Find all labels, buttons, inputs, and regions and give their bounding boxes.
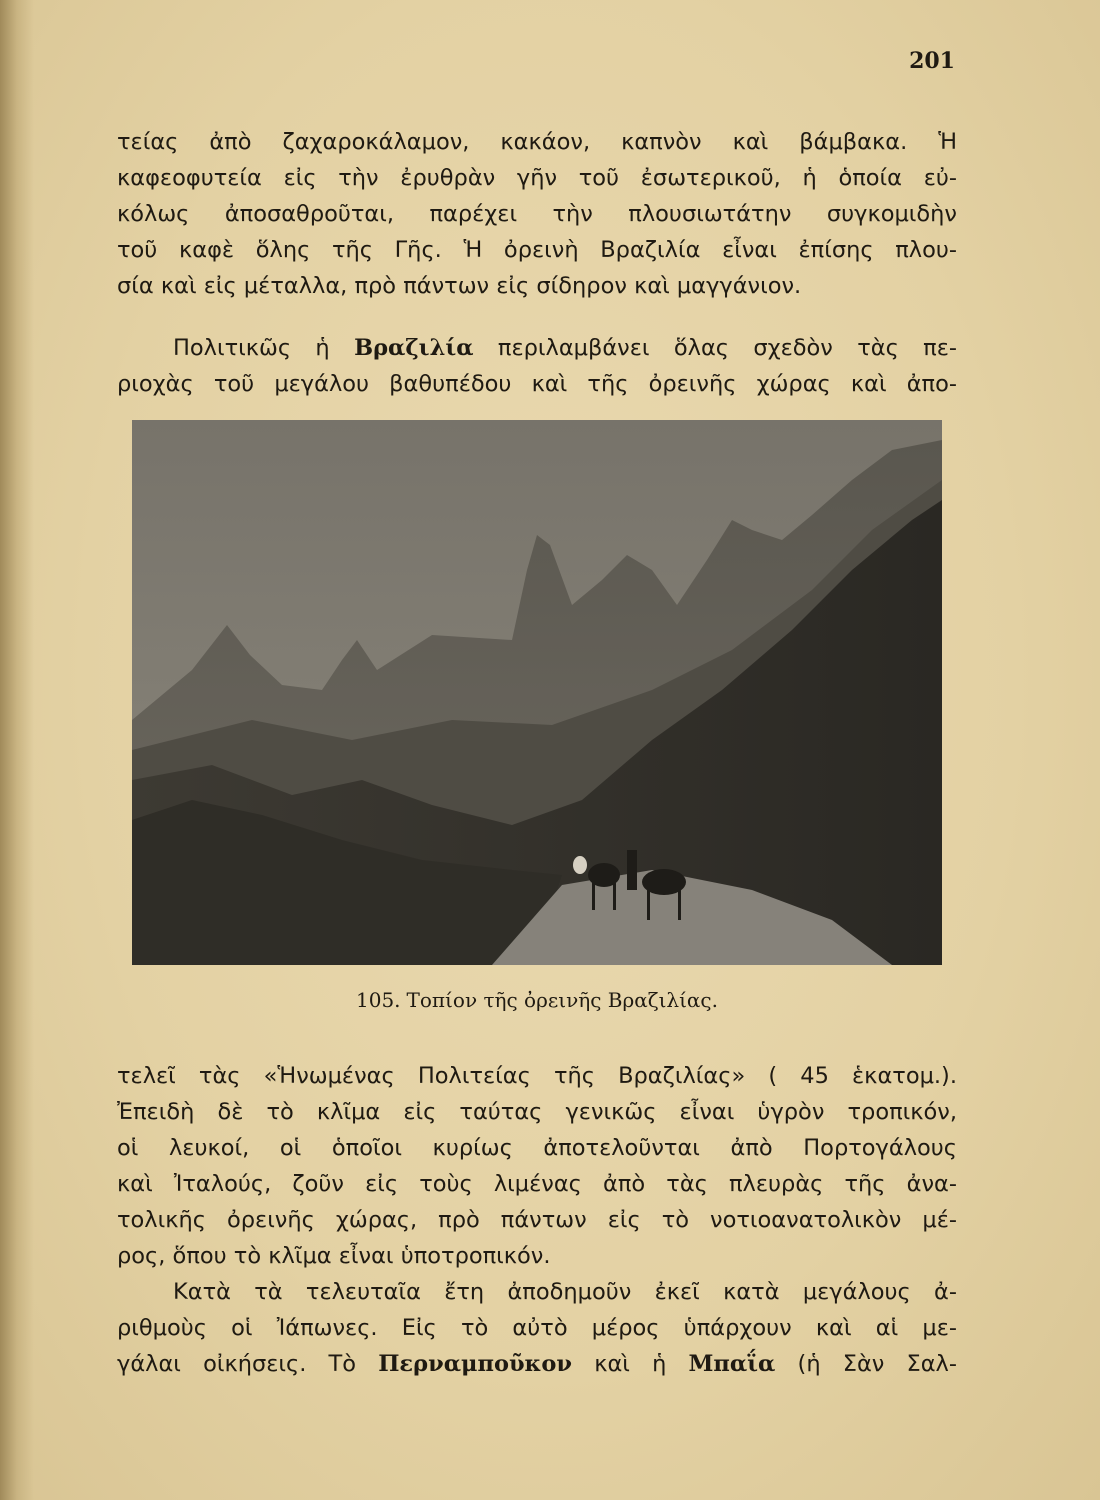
text-line: ριοχὰς τοῦ μεγάλου βαθυπέδου καὶ τῆς ὀρεινῆς χώρας καὶ ἀπο- bbox=[117, 371, 957, 397]
text-run: (ἡ Σὰν Σαλ- bbox=[775, 1351, 957, 1377]
text-run: περιλαμβάνει ὅλας σχεδὸν τὰς πε- bbox=[473, 335, 957, 361]
bold-term-bahia: Μπαΐα bbox=[688, 1351, 776, 1377]
text-run: γάλαι οἰκήσεις. Τὸ bbox=[117, 1351, 379, 1377]
bold-term-pernambuco: Περναμποῦκον bbox=[378, 1351, 573, 1377]
figure-caption bbox=[132, 988, 942, 1012]
text-line: Κατὰ τὰ τελευταῖα ἔτη ἀποδημοῦν ἐκεῖ κατὰ μεγάλους ἀ- bbox=[173, 1279, 957, 1305]
figure-number: 105. bbox=[356, 988, 401, 1012]
paragraph-1 bbox=[117, 124, 957, 304]
paragraph-2 bbox=[117, 330, 957, 402]
text-line: καὶ Ἰταλούς, ζοῦν εἰς τοὺς λιμένας ἀπὸ τὰς πλευρὰς τῆς ἀνα- bbox=[117, 1171, 957, 1197]
text-line bbox=[117, 330, 957, 366]
text-line bbox=[117, 1346, 957, 1382]
mountain-landscape-illustration bbox=[132, 420, 942, 965]
text-line: Ἐπειδὴ δὲ τὸ κλῖμα εἰς ταύτας γενικῶς εἶναι ὑγρὸν τροπικόν, bbox=[117, 1099, 957, 1125]
landscape-photo bbox=[132, 420, 942, 965]
page-number: 201 bbox=[909, 48, 955, 74]
paragraph-3 bbox=[117, 1058, 957, 1382]
text-line: οἱ λευκοί, οἱ ὁποῖοι κυρίως ἀποτελοῦνται ἀπὸ Πορτογάλους bbox=[117, 1135, 957, 1161]
figure-caption-text: Τοπίον τῆς ὀρεινῆς Βραζιλίας. bbox=[406, 988, 718, 1012]
text-line: τείας ἀπὸ ζαχαροκάλαμον, κακάον, καπνὸν καὶ βάμβακα. Ἡ bbox=[117, 129, 957, 155]
text-line: τοῦ καφὲ ὅλης τῆς Γῆς. Ἡ ὀρεινὴ Βραζιλία εἶναι ἐπίσης πλου- bbox=[117, 237, 957, 263]
text-run: καὶ ἡ bbox=[572, 1351, 689, 1377]
text-line: ρος, ὅπου τὸ κλῖμα εἶναι ὑποτροπικόν. bbox=[117, 1243, 551, 1269]
text-run: Πολιτικῶς ἡ bbox=[173, 335, 355, 361]
page-binding-shadow bbox=[0, 0, 34, 1500]
text-line: τολικῆς ὀρεινῆς χώρας, πρὸ πάντων εἰς τὸ νοτιοανατολικὸν μέ- bbox=[117, 1207, 957, 1233]
text-line: καφεοφυτεία εἰς τὴν ἐρυθρὰν γῆν τοῦ ἐσωτερικοῦ, ἡ ὁποία εὐ- bbox=[117, 165, 957, 191]
text-line: κόλως ἀποσαθροῦται, παρέχει τὴν πλουσιωτάτην συγκομιδὴν bbox=[117, 201, 957, 227]
text-line: σία καὶ εἰς μέταλλα, πρὸ πάντων εἰς σίδηρον καὶ μαγγάνιον. bbox=[117, 273, 802, 299]
text-line: ριθμοὺς οἱ Ἰάπωνες. Εἰς τὸ αὐτὸ μέρος ὑπάρχουν καὶ αἱ με- bbox=[117, 1315, 957, 1341]
text-line: τελεῖ τὰς «Ἡνωμένας Πολιτείας τῆς Βραζιλίας» ( 45 ἑκατομ.). bbox=[117, 1063, 957, 1089]
bold-term-brazil: Βραζιλία bbox=[354, 335, 474, 361]
